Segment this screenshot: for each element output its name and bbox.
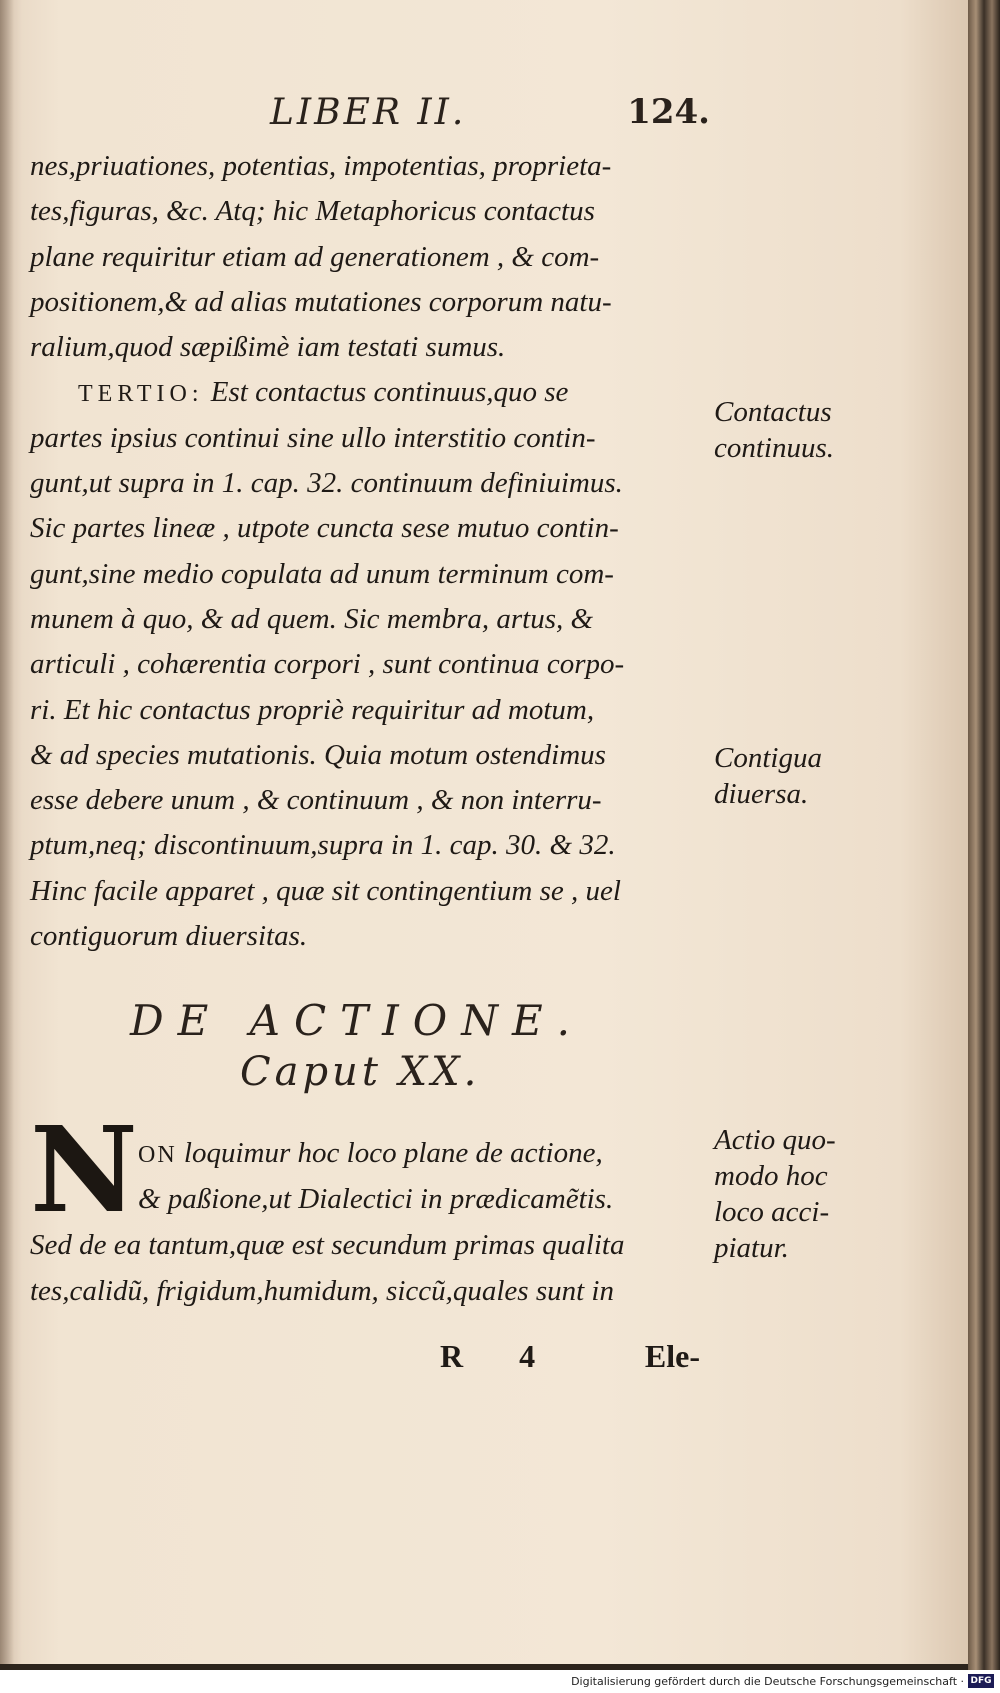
text-line: contiguorum diuersitas. <box>30 920 308 953</box>
chapter-subtitle: Caput XX. <box>240 1049 481 1095</box>
gutter-shadow <box>0 0 14 1664</box>
text-line: tes,calidũ, frigidum,humidum, siccũ,quales sunt in <box>30 1275 614 1307</box>
page-header <box>30 92 710 136</box>
margin-note-line: loco acci- <box>714 1196 830 1228</box>
margin-note-line: Actio quo- <box>714 1124 836 1156</box>
signature-line <box>440 1338 710 1378</box>
text-line: munem à quo, & ad quem. Sic membra, artus, & <box>30 602 594 635</box>
text-line: ralium,quod sæpißimè iam testati sumus. <box>30 331 506 364</box>
footer-credit: Digitalisierung gefördert durch die Deutsche Forschungsgemeinschaft · <box>571 1675 964 1688</box>
margin-note-contactus <box>714 394 894 466</box>
margin-note-line: piatur. <box>714 1232 789 1264</box>
text-line: positionem,& ad alias mutationes corporum natu- <box>30 285 612 318</box>
text-line: Sed de ea tantum,quæ est secundum primas qualita <box>30 1229 625 1261</box>
text-line: plane requiritur etiam ad generationem , & com- <box>30 240 600 273</box>
drop-capital: N <box>30 1100 138 1239</box>
margin-note-line: Contactus <box>714 396 832 428</box>
initial-caps: ON <box>138 1142 177 1168</box>
tertio-first-rest: Est contactus continuus,quo se <box>203 376 569 409</box>
chapter-heading <box>130 996 690 1095</box>
text-line: tes,figuras, &c. Atq; hic Metaphoricus contactus <box>30 195 595 228</box>
text-line: Hinc facile apparet , quæ sit contingentium se , uel <box>30 874 621 907</box>
text-line: ri. Et hic contactus propriè requiritur ad motum, <box>30 693 595 726</box>
margin-note-line: Contigua <box>714 742 822 774</box>
body-text <box>30 144 706 959</box>
text-line: & ad species mutationis. Quia motum ostendimus <box>30 738 606 771</box>
text-line: nes,priuationes, potentias, impotentias, proprieta- <box>30 150 612 182</box>
signature-mark: R 4 <box>440 1338 560 1374</box>
text-line: articuli , cohærentia corpori , sunt continua corpo- <box>30 648 625 681</box>
text-line: gunt,ut supra in 1. cap. 32. continuum definiuimus. <box>30 467 623 500</box>
chapter-title: DE ACTIONE. <box>130 996 584 1045</box>
text-line: & paßione,ut Dialectici in prædicamẽtis. <box>138 1183 614 1215</box>
margin-note-actio <box>714 1122 894 1266</box>
margin-note-contigua <box>714 740 894 812</box>
running-title: LIBER II. <box>270 92 467 133</box>
text-line: ptum,neq; discontinuum,supra in 1. cap. 30. & 32. <box>30 829 616 862</box>
text-line: partes ipsius continui sine ullo interstitio contin- <box>30 421 596 454</box>
catchword: Ele- <box>644 1338 700 1374</box>
dfg-logo: DFG <box>968 1674 994 1688</box>
text-line: esse debere unum , & continuum , & non interru- <box>30 784 602 817</box>
margin-note-line: modo hoc <box>714 1160 828 1192</box>
page-edge <box>968 0 1000 1670</box>
text-line <box>30 370 706 415</box>
text-line <box>30 1130 706 1176</box>
digitization-footer <box>0 1670 1000 1693</box>
margin-note-line: continuus. <box>714 432 835 464</box>
first-line-rest: loquimur hoc loco plane de actione, <box>176 1137 603 1169</box>
margin-note-line: diuersa. <box>714 778 809 810</box>
text-line: Sic partes lineæ , utpote cuncta sese mutuo contin- <box>30 512 619 545</box>
text-line: gunt,sine medio copulata ad unum terminum com- <box>30 557 614 590</box>
page-number: 124. <box>627 92 710 132</box>
chapter-paragraph <box>30 1130 706 1314</box>
tertio-lead: TERTIO: <box>78 381 204 408</box>
